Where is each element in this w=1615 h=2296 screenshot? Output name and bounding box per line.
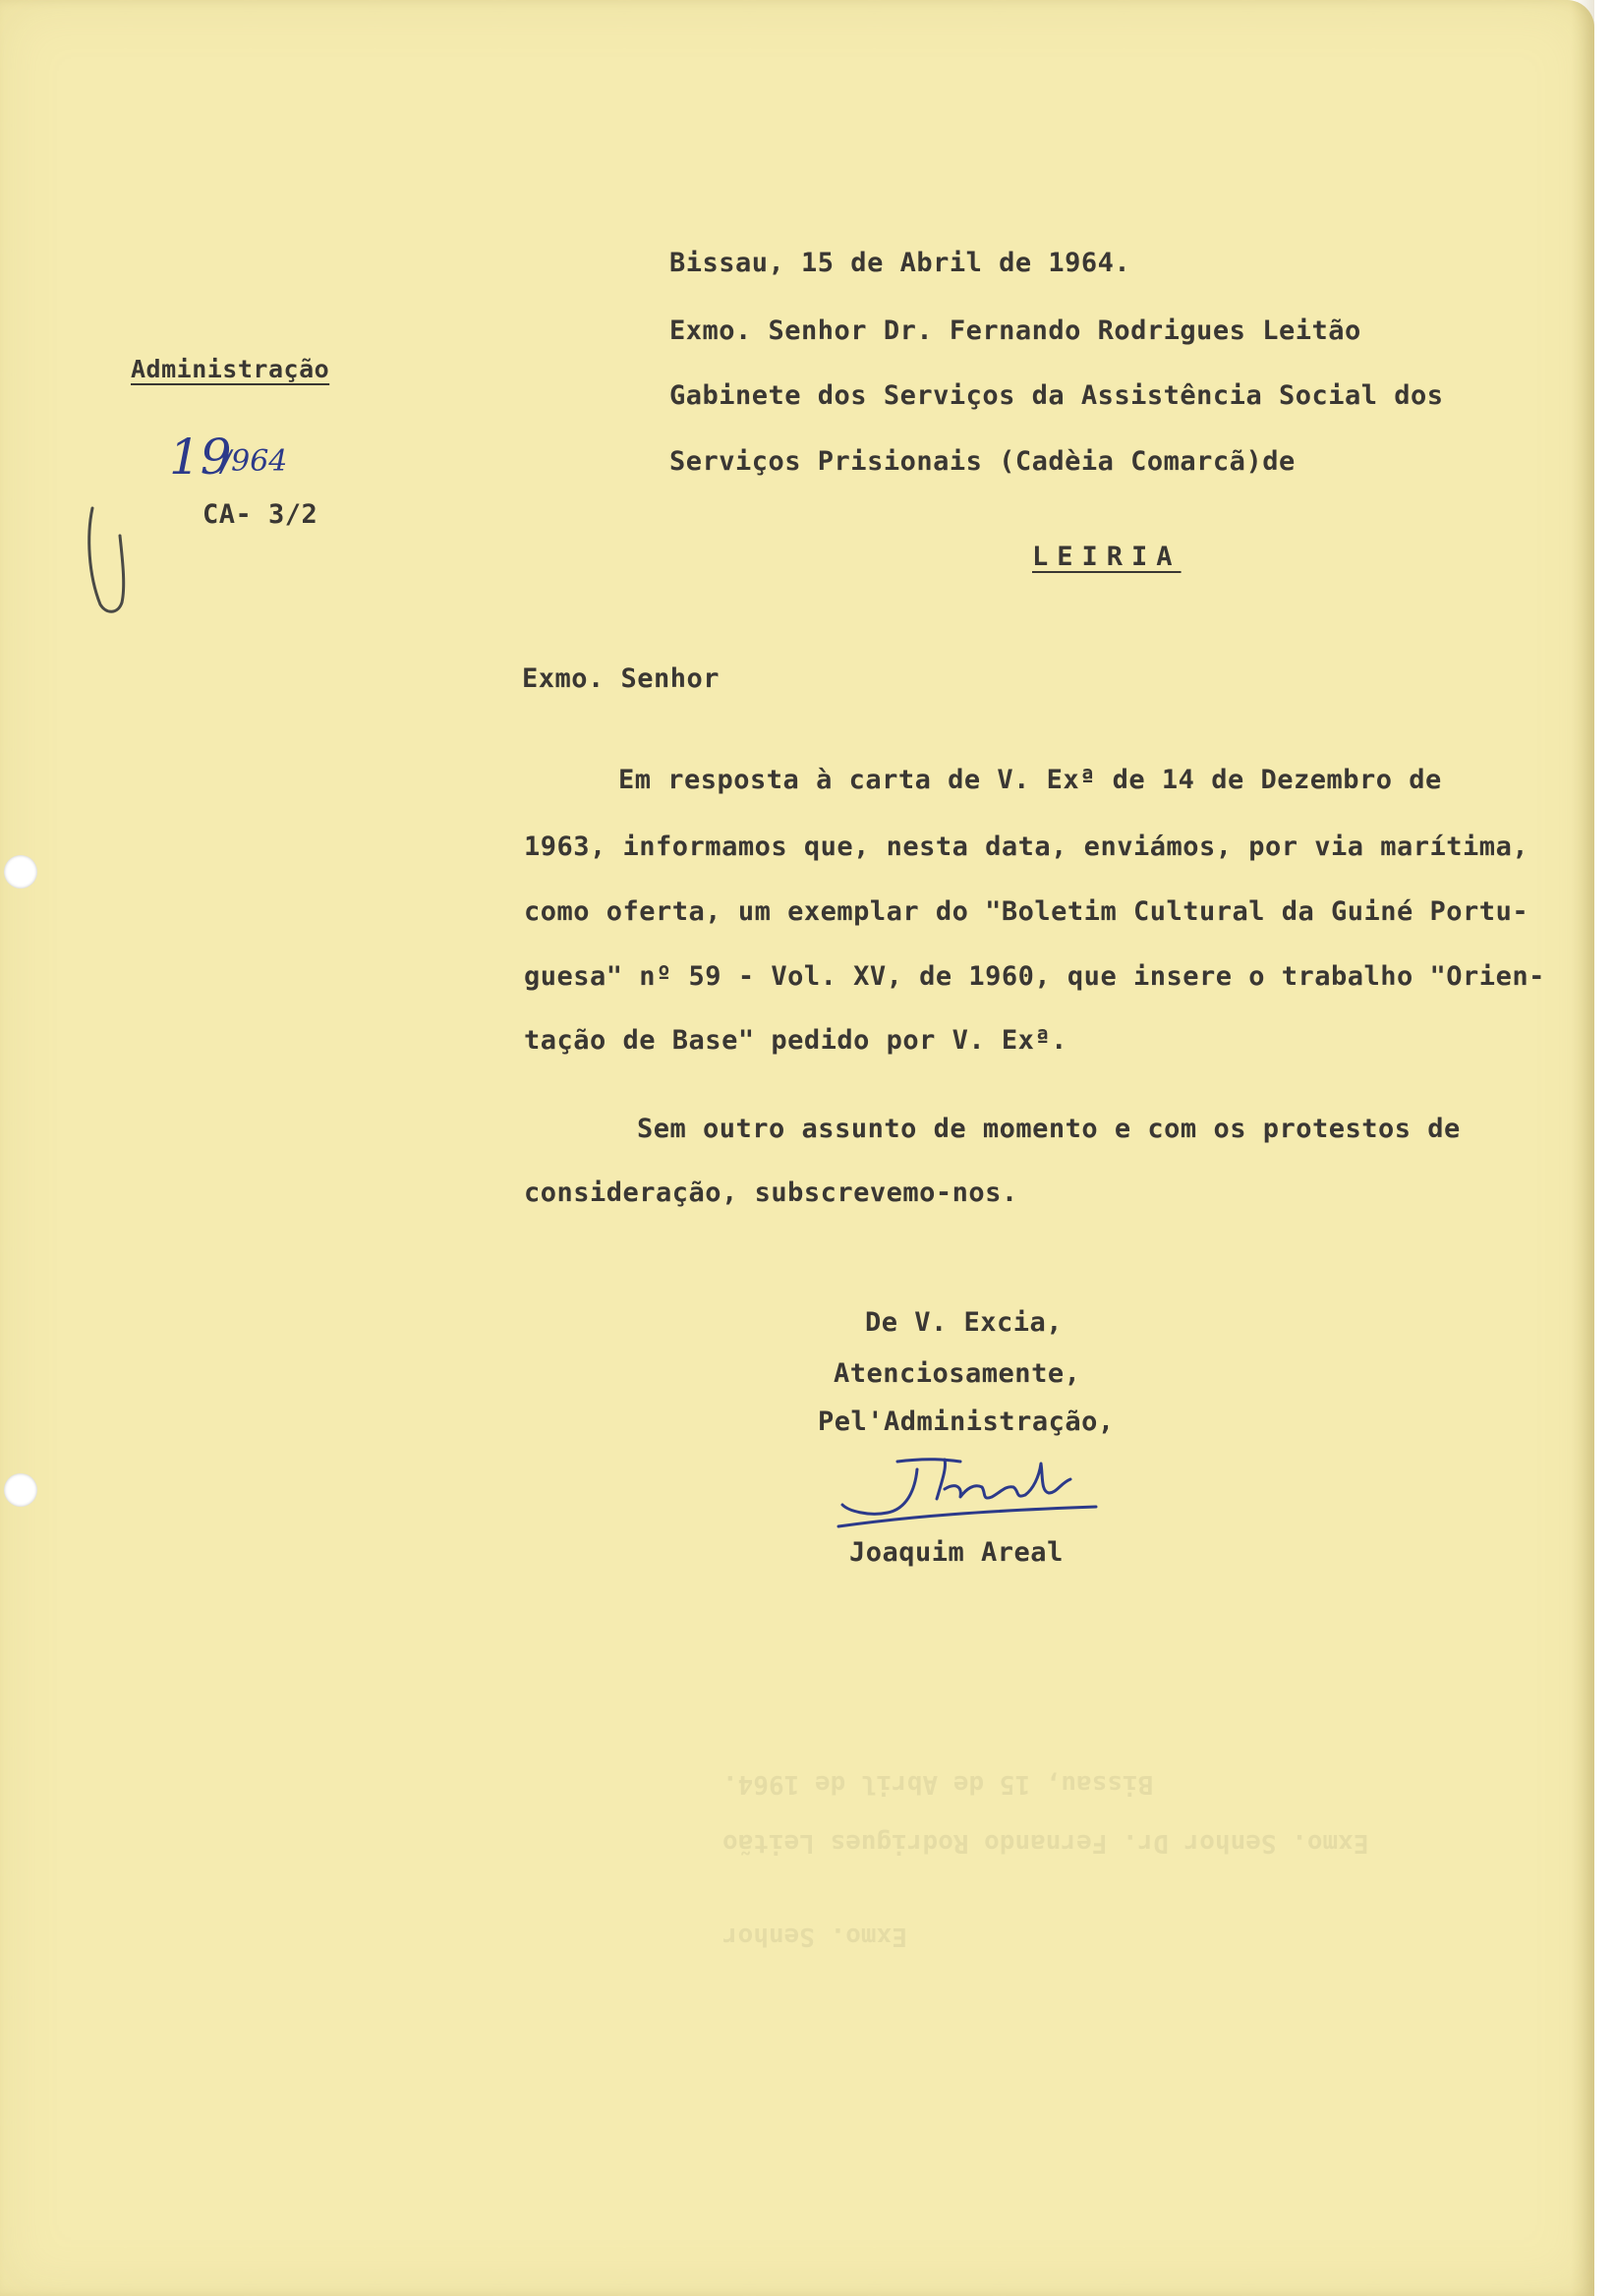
reference-number-suffix: /964 xyxy=(221,444,288,479)
closing-line-1: De V. Excia, xyxy=(865,1307,1064,1338)
body-p1-line-4: guesa" nº 59 - Vol. XV, de 1960, que insere o trabalho "Orien- xyxy=(524,961,1545,992)
department-label: Administração xyxy=(131,355,330,383)
punch-hole-top xyxy=(4,855,37,889)
closing-line-2: Atenciosamente, xyxy=(834,1358,1081,1389)
place-date: Bissau, 15 de Abril de 1964. xyxy=(669,248,1131,278)
handwritten-reference-number: 19 xyxy=(169,429,232,486)
body-p2-line-1: Sem outro assunto de momento e com os protestos de xyxy=(637,1114,1461,1144)
show-through-line-3: Exmo. Senhor xyxy=(722,1922,907,1951)
handwritten-signature xyxy=(838,1450,1124,1538)
signatory-name: Joaquim Areal xyxy=(849,1537,1064,1568)
show-through-line-1: Bissau, 15 de Abril de 1964. xyxy=(722,1769,1154,1799)
body-p2-line-2: consideração, subscrevemo-nos. xyxy=(524,1177,1018,1208)
recipient-line-3: Serviços Prisionais (Cadèia Comarcã)de xyxy=(669,446,1296,477)
salutation: Exmo. Senhor xyxy=(522,663,721,694)
recipient-line-2: Gabinete dos Serviços da Assistência Social dos xyxy=(669,380,1444,411)
punch-hole-bottom xyxy=(4,1473,37,1507)
body-p1-line-1: Em resposta à carta de V. Exª de 14 de Dezembro de xyxy=(618,765,1442,795)
paperclip-mark-icon xyxy=(83,506,142,614)
body-p1-line-2: 1963, informamos que, nesta data, enviámos, por via marítima, xyxy=(524,832,1529,862)
show-through-line-2: Exmo. Senhor Dr. Fernando Rodrigues Leitão xyxy=(722,1828,1369,1858)
reference-code: CA- 3/2 xyxy=(202,499,318,530)
closing-line-3: Pel'Administração, xyxy=(818,1406,1115,1437)
paper-edge-shadow xyxy=(1571,0,1594,2296)
body-p1-line-3: como oferta, um exemplar do "Boletim Cultural da Guiné Portu- xyxy=(524,896,1529,927)
recipient-line-1: Exmo. Senhor Dr. Fernando Rodrigues Leitão xyxy=(669,316,1361,346)
recipient-city: LEIRIA xyxy=(1032,542,1182,572)
body-p1-line-5: tação de Base" pedido por V. Exª. xyxy=(524,1025,1067,1056)
